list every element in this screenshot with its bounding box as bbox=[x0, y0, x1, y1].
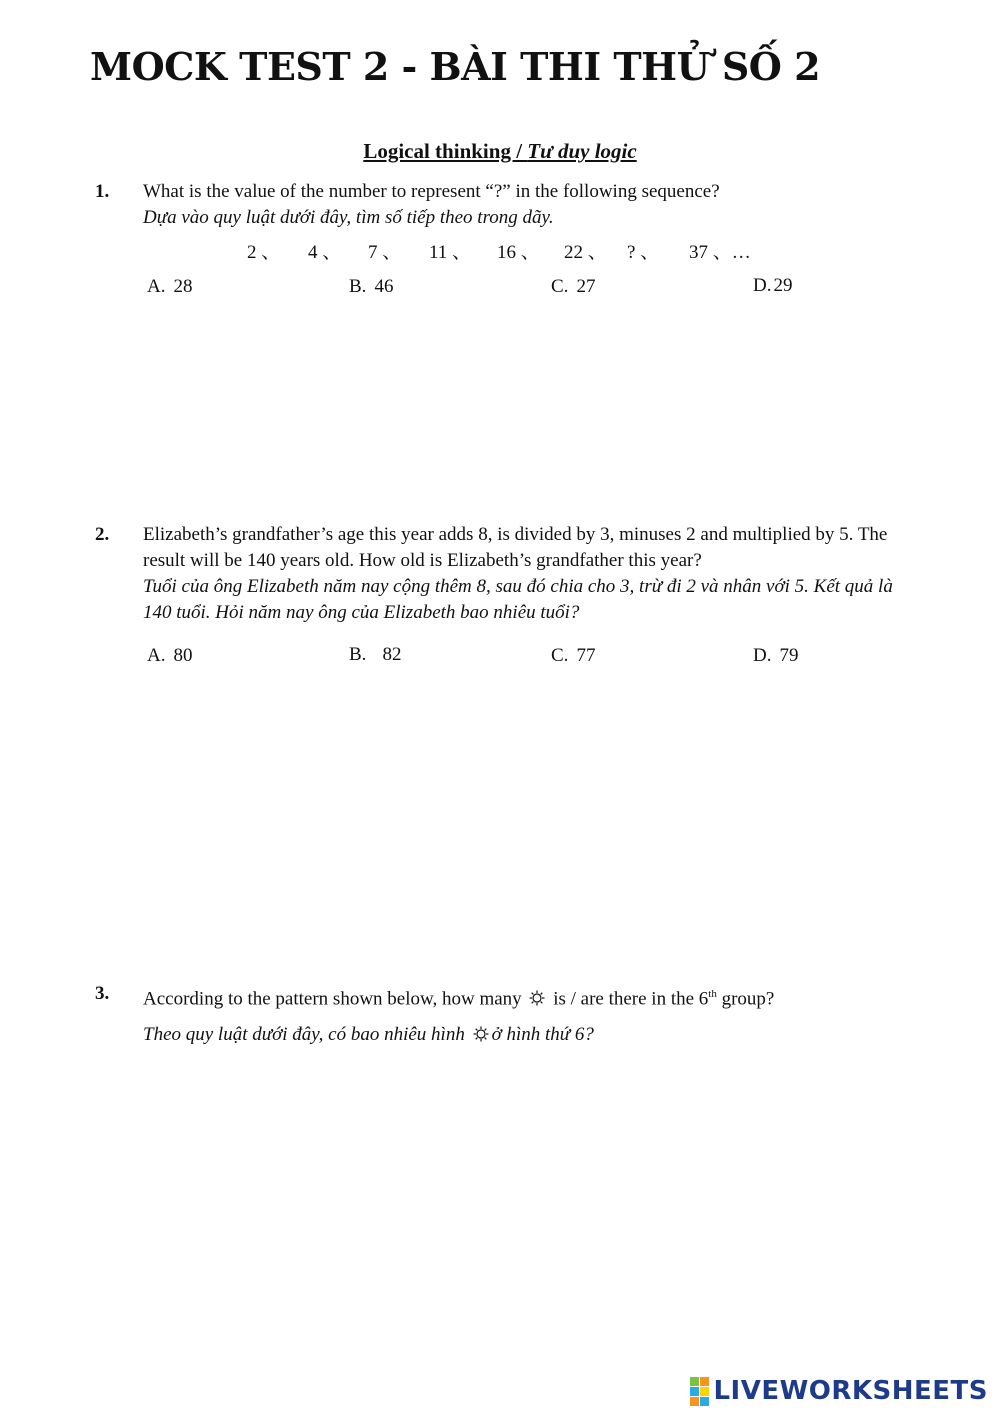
sun-icon bbox=[473, 1026, 489, 1042]
section-heading-vi: Tư duy logic bbox=[527, 139, 637, 163]
option-b[interactable] bbox=[349, 644, 401, 666]
ordinal-suffix: th bbox=[708, 988, 717, 1000]
question-text-part: ở hình thứ 6? bbox=[491, 1024, 594, 1046]
option-value: 80 bbox=[173, 645, 193, 666]
option-c[interactable] bbox=[551, 276, 595, 298]
sequence-term: 11 、 bbox=[429, 242, 472, 263]
option-b[interactable] bbox=[349, 276, 393, 298]
question-text-en bbox=[143, 981, 913, 1012]
option-letter: A. bbox=[147, 645, 166, 666]
sun-icon bbox=[529, 990, 545, 1006]
option-value: 77 bbox=[576, 645, 596, 666]
option-a[interactable] bbox=[147, 645, 192, 667]
option-letter: D. bbox=[753, 275, 772, 296]
question-text-vi bbox=[143, 1022, 913, 1048]
question-text-en: What is the value of the number to represent “?” in the following sequence? bbox=[143, 181, 720, 202]
question-text-part: Theo quy luật dưới đây, có bao nhiêu hình bbox=[143, 1024, 465, 1046]
page-title: MOCK TEST 2 - BÀI THI THỬ SỐ 2 bbox=[90, 44, 821, 89]
question-3-text bbox=[143, 981, 913, 1048]
liveworksheets-logo[interactable] bbox=[690, 1376, 988, 1406]
question-text-part: group? bbox=[721, 988, 775, 1010]
question-number: 3. bbox=[95, 983, 110, 1004]
option-letter: D. bbox=[753, 645, 772, 666]
section-heading-en: Logical thinking / bbox=[363, 139, 528, 163]
question-text-en: Elizabeth’s grandfather’s age this year adds 8, is divided by 3, minuses 2 and multiplied by 5. The result will be 140 years old. How old is Elizabeth’s grandfather this year? bbox=[143, 524, 888, 571]
logo-mark-icon bbox=[690, 1377, 709, 1406]
option-c[interactable] bbox=[551, 645, 595, 667]
question-2-text bbox=[143, 522, 913, 626]
option-value: 29 bbox=[773, 275, 793, 296]
option-d[interactable] bbox=[753, 275, 792, 297]
number-sequence bbox=[0, 237, 1000, 263]
question-1-text bbox=[143, 179, 913, 231]
option-d[interactable] bbox=[753, 645, 798, 667]
question-number: 1. bbox=[95, 181, 110, 202]
option-value: 79 bbox=[779, 645, 799, 666]
sequence-term: 37 、… bbox=[689, 242, 751, 263]
question-text-part: is / are there in the 6 bbox=[553, 988, 709, 1010]
sequence-term-unknown: ? 、 bbox=[627, 242, 660, 263]
question-text-vi: Dựa vào quy luật dưới đây, tìm số tiếp theo trong dãy. bbox=[143, 207, 554, 228]
sequence-term: 2 、 bbox=[247, 242, 281, 263]
option-letter: C. bbox=[551, 645, 569, 666]
sequence-term: 16 、 bbox=[497, 242, 540, 263]
section-heading bbox=[0, 139, 1000, 164]
option-value: 28 bbox=[173, 276, 193, 297]
option-letter: B. bbox=[349, 644, 367, 665]
option-a[interactable] bbox=[147, 276, 192, 298]
sequence-term: 4 、 bbox=[308, 242, 342, 263]
question-text-vi: Tuổi của ông Elizabeth năm nay cộng thêm 8, sau đó chia cho 3, trừ đi 2 và nhân với 5. Kết quả là 140 tuổi. Hỏi năm nay ông của Elizabeth bao nhiêu tuổi? bbox=[143, 576, 893, 623]
option-letter: A. bbox=[147, 276, 166, 297]
logo-text: LIVEWORKSHEETS bbox=[713, 1376, 988, 1406]
option-letter: B. bbox=[349, 276, 367, 297]
option-value: 46 bbox=[374, 276, 394, 297]
sequence-term: 22 、 bbox=[564, 242, 607, 263]
sequence-term: 7 、 bbox=[368, 242, 402, 263]
option-letter: C. bbox=[551, 276, 569, 297]
option-value: 82 bbox=[382, 644, 402, 665]
question-text-part: According to the pattern shown below, how many bbox=[143, 988, 522, 1010]
option-value: 27 bbox=[576, 276, 596, 297]
question-number: 2. bbox=[95, 524, 110, 545]
